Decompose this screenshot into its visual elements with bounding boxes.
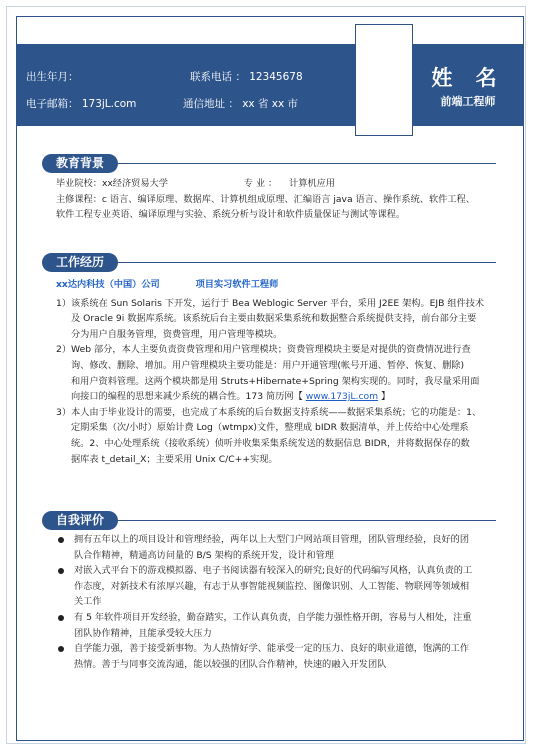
evaluation-rule [60, 520, 496, 521]
birth-date-field [26, 69, 79, 84]
courses-line-1: 主修课程：c 语言、编译原理、数据库、计算机组成原理、汇编语言 java 语言、操作系统、软件工程、 [56, 193, 475, 205]
website-link[interactable]: www.173jL.com [305, 391, 379, 403]
candidate-name: 姓 名 [431, 66, 505, 90]
work-item-2-line-3: 和用户资料管理。这两个模块都是用 Struts+Hibernate+Spring 架构实现的。同时，我尽量采用面 [71, 375, 480, 387]
birth-date-label: 出生年月： [26, 71, 79, 83]
evaluation-item [54, 610, 506, 641]
work-item-2-line-2: 询、修改、删除、增加。用户管理模块主要功能是：用户开通管理(帐号开通、暂停、恢复、删除) [71, 359, 465, 371]
work-item-1 [56, 296, 508, 343]
work-item-1-line-3: 分为用户自服务管理，资费管理，用户管理等模块。 [71, 328, 283, 340]
email-value: 173jL.com [81, 98, 137, 110]
work-item-3-line-4: 据库表 t_detail_X；主要采用 Unix C/C++实现。 [71, 453, 278, 465]
candidate-title: 前端工程师 [440, 95, 496, 108]
evaluation-item [54, 532, 506, 563]
education-heading: 教育背景 [42, 154, 118, 173]
bullet-icon [58, 615, 64, 621]
work-item-3-line-3: 统。2、中心处理系统（接收系统）侦听并收集采集系统发送的数据信息 BIDR，并将数据保存的数 [71, 437, 470, 449]
courses-line-2: 软件工程专业英语、编译原理与实验、系统分析与设计和软件质量保证与测试等课程。 [56, 209, 406, 221]
evaluation-line: 热情。善于与同事交流沟通，能以较强的团队合作精神，快速的融入开发团队 [74, 658, 387, 670]
school-line [56, 176, 506, 192]
work-item-2 [56, 342, 508, 404]
evaluation-item [54, 563, 506, 610]
education-body [56, 176, 506, 223]
work-item-3-line-2: 定期采集（次/小时）原始计费 Log（wtmpx)文件，整理成 bIDR 数据清单，并上传给中心处理系 [71, 422, 469, 434]
work-item-3-line-1: 3）本人由于毕业设计的需要，也完成了本系统的后台数据支持系统——数据采集系统；它的功能是：1、 [56, 406, 482, 418]
evaluation-line: 自学能力强，善于接受新事物。为人热情好学、能承受一定的压力、良好的职业道德，饱满的工作 [74, 643, 470, 655]
work-item-2-line-1: 2）Web 部分，本人主要负责资费管理和用户管理模块；资费管理模块主要是对提供的资费情况进行查 [56, 344, 471, 356]
address-field [183, 96, 298, 111]
email-field [26, 96, 136, 111]
bullet-icon [58, 646, 64, 652]
work-company-line [56, 277, 508, 293]
work-item-3 [56, 405, 508, 467]
evaluation-heading: 自我评价 [42, 511, 118, 530]
evaluation-line: 关工作 [74, 596, 102, 608]
work-body [56, 277, 508, 467]
company-name: xx达内科技（中国）公司 [56, 279, 160, 290]
address-value: xx 省 xx 市 [242, 98, 299, 110]
work-heading: 工作经历 [42, 253, 118, 272]
evaluation-line: 拥有五年以上的项目设计和管理经验，两年以上大型门户网站项目管理，团队管理经验，良好的团 [74, 534, 470, 545]
work-item-1-line-2: 及 Oracle 9i 数据库系统。该系统后台主要由数据采集系统和数据整合系统提供支持，前台部分主要 [71, 313, 477, 325]
work-rule [60, 262, 496, 263]
education-rule [60, 163, 496, 164]
evaluation-line: 对嵌入式平台下的游戏模拟器、电子书阅读器有较深入的研究;良好的代码编写风格，认真负责的工 [74, 565, 473, 577]
work-item-2-line-4 [56, 389, 508, 405]
phone-value: 12345678 [249, 71, 303, 83]
work-item-2-line-4-text: 向接口的编程的思想来减少系统的耦合性。173 简历网【 [71, 391, 306, 403]
phone-label: 联系电话 ： [190, 71, 246, 83]
school-value: xx经济贸易大学 [101, 178, 168, 189]
evaluation-line: 有 5 年软件项目开发经验，勤奋踏实，工作认真负责，自学能力强性格开朗，容易与人相处，注重 [74, 611, 472, 623]
school-label: 毕业院校： [56, 178, 102, 189]
evaluation-line: 团队协作精神，且能承受较大压力 [74, 627, 212, 639]
work-item-2-line-4-end: 】 [378, 391, 391, 403]
work-position: 项目实习软件工程师 [195, 279, 279, 290]
major-label: 专 业 ： [243, 178, 278, 189]
photo-placeholder [355, 24, 413, 136]
evaluation-list [54, 532, 506, 672]
evaluation-line: 队合作精神，精通高访问量的 B/S 架构的系统开发，设计和管理 [74, 549, 334, 561]
bullet-icon [58, 537, 64, 543]
work-item-1-line-1: 1）该系统在 Sun Solaris 下开发，运行于 Bea Weblogic Server 平台，采用 J2EE 架构。EJB 组件技术 [56, 297, 485, 309]
evaluation-line: 作态度，对新技术有浓厚兴趣，有志于从事智能视频监控、图像识别、人工智能、物联网等领域相 [74, 580, 470, 592]
evaluation-item [54, 641, 506, 672]
email-label: 电子邮箱： [26, 98, 79, 110]
address-label: 通信地址 ： [183, 98, 239, 110]
bullet-icon [58, 568, 64, 574]
major-value: 计算机应用 [289, 178, 335, 189]
evaluation-body [54, 532, 506, 672]
phone-field [190, 69, 303, 84]
